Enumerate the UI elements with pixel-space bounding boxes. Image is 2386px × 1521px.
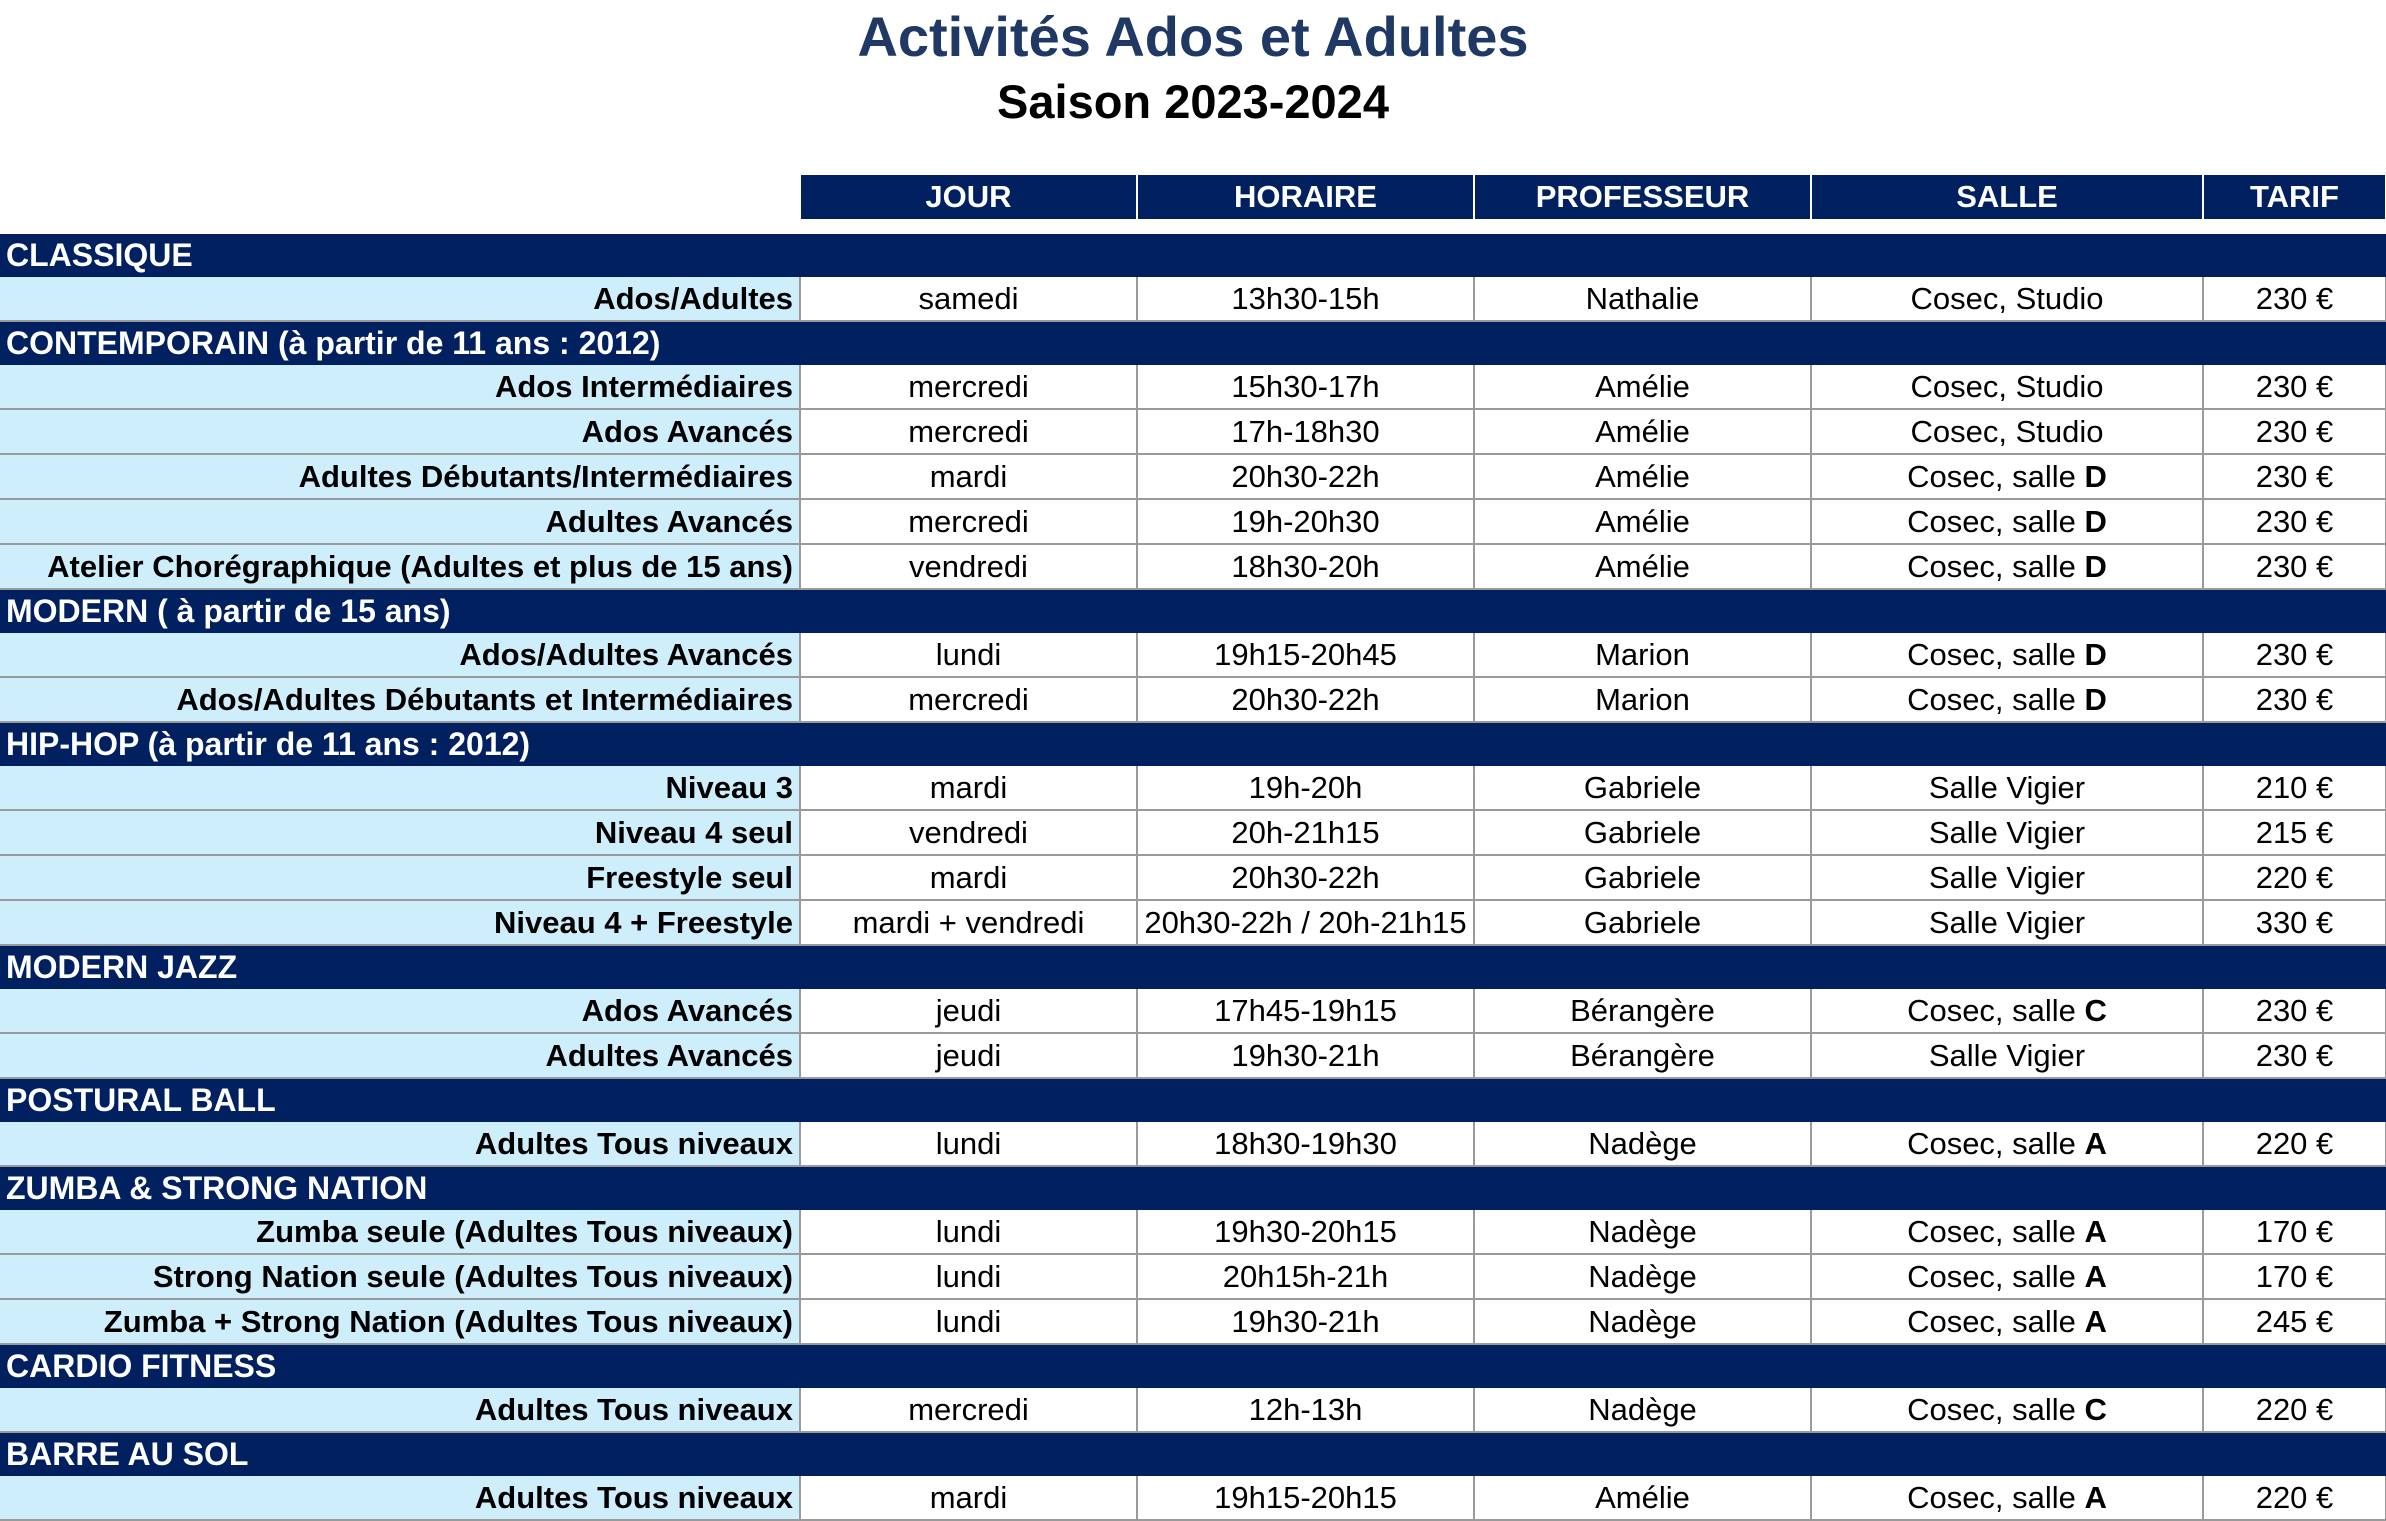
salle-text: Salle Vigier <box>1928 904 2086 940</box>
cell-course: Adultes Avancés <box>0 499 800 544</box>
table-row <box>0 677 2386 722</box>
cell-tarif: 220 € <box>2203 1476 2386 1520</box>
cell-horaire: 17h-18h30 <box>1137 409 1474 454</box>
cell-jour: lundi <box>800 1299 1137 1344</box>
cell-tarif: 220 € <box>2203 1388 2386 1432</box>
cell-jour: lundi <box>800 1210 1137 1254</box>
cell-professeur: Gabriele <box>1474 766 1811 810</box>
salle-text: Cosec, salle <box>1907 1479 2085 1515</box>
cell-tarif: 230 € <box>2203 277 2386 321</box>
cell-professeur: Gabriele <box>1474 855 1811 900</box>
cell-professeur: Gabriele <box>1474 900 1811 945</box>
table-row <box>0 1476 2386 1520</box>
salle-letter: D <box>2084 503 2107 539</box>
header-spacer <box>0 219 2386 234</box>
cell-salle <box>1811 1210 2203 1254</box>
salle-text: Cosec, salle <box>1907 636 2085 672</box>
table-row <box>0 900 2386 945</box>
salle-text: Cosec, salle <box>1907 681 2085 717</box>
salle-text: Cosec, salle <box>1907 1391 2085 1427</box>
cell-jour: mercredi <box>800 1388 1137 1432</box>
salle-text: Cosec, Studio <box>1910 368 2104 404</box>
cell-jour: jeudi <box>800 989 1137 1033</box>
table-row <box>0 1033 2386 1078</box>
salle-text: Cosec, salle <box>1907 548 2085 584</box>
table-row <box>0 544 2386 589</box>
header-blank-cell <box>0 175 800 219</box>
cell-horaire: 19h30-20h15 <box>1137 1210 1474 1254</box>
cell-tarif: 230 € <box>2203 633 2386 677</box>
cell-course: Ados/Adultes Débutants et Intermédiaires <box>0 677 800 722</box>
section-title: CLASSIQUE <box>0 234 2386 278</box>
table-row <box>0 499 2386 544</box>
cell-salle <box>1811 365 2203 409</box>
salle-text: Cosec, salle <box>1907 458 2085 494</box>
salle-text: Cosec, Studio <box>1910 280 2104 316</box>
cell-salle <box>1811 855 2203 900</box>
cell-professeur: Amélie <box>1474 1476 1811 1520</box>
section-title: ZUMBA & STRONG NATION <box>0 1166 2386 1210</box>
cell-salle <box>1811 409 2203 454</box>
cell-course: Ados Avancés <box>0 409 800 454</box>
cell-salle <box>1811 544 2203 589</box>
salle-text: Cosec, salle <box>1907 1303 2085 1339</box>
header-professeur: PROFESSEUR <box>1474 175 1811 219</box>
table-row <box>0 409 2386 454</box>
salle-text: Cosec, salle <box>1907 1125 2085 1161</box>
section-header-row <box>0 1344 2386 1388</box>
cell-horaire: 17h45-19h15 <box>1137 989 1474 1033</box>
header-jour: JOUR <box>800 175 1137 219</box>
cell-course: Atelier Chorégraphique (Adultes et plus de 15 ans) <box>0 544 800 589</box>
table-row <box>0 855 2386 900</box>
table-row <box>0 365 2386 409</box>
cell-course: Adultes Avancés <box>0 1033 800 1078</box>
cell-jour: mardi <box>800 454 1137 499</box>
section-header-row <box>0 945 2386 989</box>
cell-course: Ados/Adultes <box>0 277 800 321</box>
cell-professeur: Marion <box>1474 633 1811 677</box>
cell-horaire: 19h-20h <box>1137 766 1474 810</box>
cell-jour: mardi <box>800 766 1137 810</box>
cell-professeur: Nadège <box>1474 1210 1811 1254</box>
salle-text: Salle Vigier <box>1928 859 2086 895</box>
header-salle: SALLE <box>1811 175 2203 219</box>
cell-course: Adultes Débutants/Intermédiaires <box>0 454 800 499</box>
salle-text: Cosec, salle <box>1907 1213 2085 1249</box>
table-row <box>0 1388 2386 1432</box>
cell-tarif: 230 € <box>2203 989 2386 1033</box>
cell-jour: vendredi <box>800 810 1137 855</box>
cell-jour: mercredi <box>800 499 1137 544</box>
salle-letter: D <box>2084 681 2107 717</box>
cell-horaire: 15h30-17h <box>1137 365 1474 409</box>
cell-course: Adultes Tous niveaux <box>0 1388 800 1432</box>
section-title: BARRE AU SOL <box>0 1432 2386 1476</box>
cell-professeur: Nadège <box>1474 1254 1811 1299</box>
table-row <box>0 989 2386 1033</box>
cell-jour: mercredi <box>800 409 1137 454</box>
cell-tarif: 210 € <box>2203 766 2386 810</box>
salle-text: Salle Vigier <box>1928 1037 2086 1073</box>
cell-course: Niveau 4 seul <box>0 810 800 855</box>
cell-jour: lundi <box>800 1122 1137 1166</box>
salle-text: Cosec, salle <box>1907 503 2085 539</box>
cell-jour: mercredi <box>800 365 1137 409</box>
salle-letter: D <box>2084 548 2107 584</box>
section-title: CARDIO FITNESS <box>0 1344 2386 1388</box>
cell-professeur: Nadège <box>1474 1122 1811 1166</box>
cell-jour: vendredi <box>800 544 1137 589</box>
cell-horaire: 20h30-22h <box>1137 454 1474 499</box>
salle-text: Cosec, salle <box>1907 1258 2085 1294</box>
salle-letter: A <box>2084 1213 2107 1249</box>
cell-professeur: Gabriele <box>1474 810 1811 855</box>
cell-course: Strong Nation seule (Adultes Tous niveaux) <box>0 1254 800 1299</box>
section-header-row <box>0 1432 2386 1476</box>
section-header-row <box>0 1078 2386 1122</box>
cell-horaire: 20h30-22h <box>1137 677 1474 722</box>
section-title: MODERN JAZZ <box>0 945 2386 989</box>
section-title: POSTURAL BALL <box>0 1078 2386 1122</box>
cell-salle <box>1811 1388 2203 1432</box>
cell-horaire: 13h30-15h <box>1137 277 1474 321</box>
table-row <box>0 810 2386 855</box>
cell-professeur: Nadège <box>1474 1388 1811 1432</box>
cell-horaire: 20h15h-21h <box>1137 1254 1474 1299</box>
salle-letter: A <box>2084 1258 2107 1294</box>
header-horaire: HORAIRE <box>1137 175 1474 219</box>
table-row <box>0 1254 2386 1299</box>
cell-salle <box>1811 1476 2203 1520</box>
cell-tarif: 170 € <box>2203 1210 2386 1254</box>
header-tarif: TARIF <box>2203 175 2386 219</box>
salle-text: Cosec, salle <box>1907 992 2085 1028</box>
cell-tarif: 220 € <box>2203 1122 2386 1166</box>
cell-tarif: 170 € <box>2203 1254 2386 1299</box>
cell-professeur: Amélie <box>1474 365 1811 409</box>
cell-horaire: 19h15-20h45 <box>1137 633 1474 677</box>
section-title: HIP-HOP (à partir de 11 ans : 2012) <box>0 722 2386 766</box>
section-title: CONTEMPORAIN (à partir de 11 ans : 2012) <box>0 321 2386 365</box>
cell-salle <box>1811 454 2203 499</box>
cell-tarif: 230 € <box>2203 544 2386 589</box>
section-header-row <box>0 234 2386 278</box>
cell-salle <box>1811 1254 2203 1299</box>
salle-letter: C <box>2084 992 2107 1028</box>
cell-horaire: 20h30-22h / 20h-21h15 <box>1137 900 1474 945</box>
table-row <box>0 454 2386 499</box>
cell-tarif: 230 € <box>2203 1033 2386 1078</box>
salle-letter: D <box>2084 458 2107 494</box>
schedule-table <box>0 175 2386 1521</box>
cell-jour: jeudi <box>800 1033 1137 1078</box>
cell-salle <box>1811 766 2203 810</box>
salle-letter: D <box>2084 636 2107 672</box>
salle-text: Salle Vigier <box>1928 769 2086 805</box>
cell-horaire: 19h-20h30 <box>1137 499 1474 544</box>
cell-jour: mardi <box>800 855 1137 900</box>
cell-tarif: 230 € <box>2203 454 2386 499</box>
salle-letter: A <box>2084 1303 2107 1339</box>
cell-horaire: 19h30-21h <box>1137 1033 1474 1078</box>
cell-course: Freestyle seul <box>0 855 800 900</box>
section-header-row <box>0 722 2386 766</box>
header-row <box>0 175 2386 219</box>
cell-course: Adultes Tous niveaux <box>0 1122 800 1166</box>
cell-professeur: Bérangère <box>1474 989 1811 1033</box>
cell-jour: mardi <box>800 1476 1137 1520</box>
cell-course: Niveau 3 <box>0 766 800 810</box>
cell-tarif: 230 € <box>2203 499 2386 544</box>
salle-letter: A <box>2084 1479 2107 1515</box>
section-header-row <box>0 1166 2386 1210</box>
cell-horaire: 18h30-19h30 <box>1137 1122 1474 1166</box>
salle-text: Cosec, Studio <box>1910 413 2104 449</box>
cell-horaire: 20h30-22h <box>1137 855 1474 900</box>
spacer-cell <box>0 219 2386 234</box>
cell-salle <box>1811 900 2203 945</box>
cell-course: Adultes Tous niveaux <box>0 1476 800 1520</box>
cell-jour: lundi <box>800 1254 1137 1299</box>
cell-salle <box>1811 277 2203 321</box>
cell-tarif: 220 € <box>2203 855 2386 900</box>
table-row <box>0 766 2386 810</box>
page-header <box>0 0 2386 134</box>
page-title: Activités Ados et Adultes <box>857 5 1529 68</box>
cell-tarif: 245 € <box>2203 1299 2386 1344</box>
cell-course: Zumba + Strong Nation (Adultes Tous niveaux) <box>0 1299 800 1344</box>
salle-letter: C <box>2084 1391 2107 1427</box>
cell-professeur: Nadège <box>1474 1299 1811 1344</box>
cell-horaire: 19h30-21h <box>1137 1299 1474 1344</box>
section-title: MODERN ( à partir de 15 ans) <box>0 589 2386 633</box>
section-header-row <box>0 589 2386 633</box>
cell-salle <box>1811 677 2203 722</box>
cell-jour: mercredi <box>800 677 1137 722</box>
section-header-row <box>0 321 2386 365</box>
cell-tarif: 330 € <box>2203 900 2386 945</box>
salle-text: Salle Vigier <box>1928 814 2086 850</box>
cell-course: Niveau 4 + Freestyle <box>0 900 800 945</box>
cell-professeur: Nathalie <box>1474 277 1811 321</box>
salle-letter: A <box>2084 1125 2107 1161</box>
cell-tarif: 230 € <box>2203 677 2386 722</box>
cell-tarif: 230 € <box>2203 409 2386 454</box>
cell-salle <box>1811 1033 2203 1078</box>
cell-professeur: Marion <box>1474 677 1811 722</box>
table-row <box>0 633 2386 677</box>
cell-horaire: 20h-21h15 <box>1137 810 1474 855</box>
cell-jour: lundi <box>800 633 1137 677</box>
cell-horaire: 12h-13h <box>1137 1388 1474 1432</box>
cell-professeur: Amélie <box>1474 409 1811 454</box>
table-row <box>0 277 2386 321</box>
cell-jour: mardi + vendredi <box>800 900 1137 945</box>
table-row <box>0 1122 2386 1166</box>
cell-professeur: Bérangère <box>1474 1033 1811 1078</box>
cell-salle <box>1811 810 2203 855</box>
cell-course: Ados/Adultes Avancés <box>0 633 800 677</box>
cell-horaire: 19h15-20h15 <box>1137 1476 1474 1520</box>
cell-professeur: Amélie <box>1474 499 1811 544</box>
cell-horaire: 18h30-20h <box>1137 544 1474 589</box>
page-subtitle: Saison 2023-2024 <box>997 75 1389 128</box>
cell-course: Zumba seule (Adultes Tous niveaux) <box>0 1210 800 1254</box>
table-row <box>0 1299 2386 1344</box>
cell-tarif: 230 € <box>2203 365 2386 409</box>
cell-course: Ados Intermédiaires <box>0 365 800 409</box>
table-row <box>0 1210 2386 1254</box>
cell-professeur: Amélie <box>1474 544 1811 589</box>
cell-tarif: 215 € <box>2203 810 2386 855</box>
cell-jour: samedi <box>800 277 1137 321</box>
cell-professeur: Amélie <box>1474 454 1811 499</box>
cell-salle <box>1811 1299 2203 1344</box>
cell-salle <box>1811 1122 2203 1166</box>
cell-salle <box>1811 633 2203 677</box>
cell-course: Ados Avancés <box>0 989 800 1033</box>
cell-salle <box>1811 499 2203 544</box>
cell-salle <box>1811 989 2203 1033</box>
